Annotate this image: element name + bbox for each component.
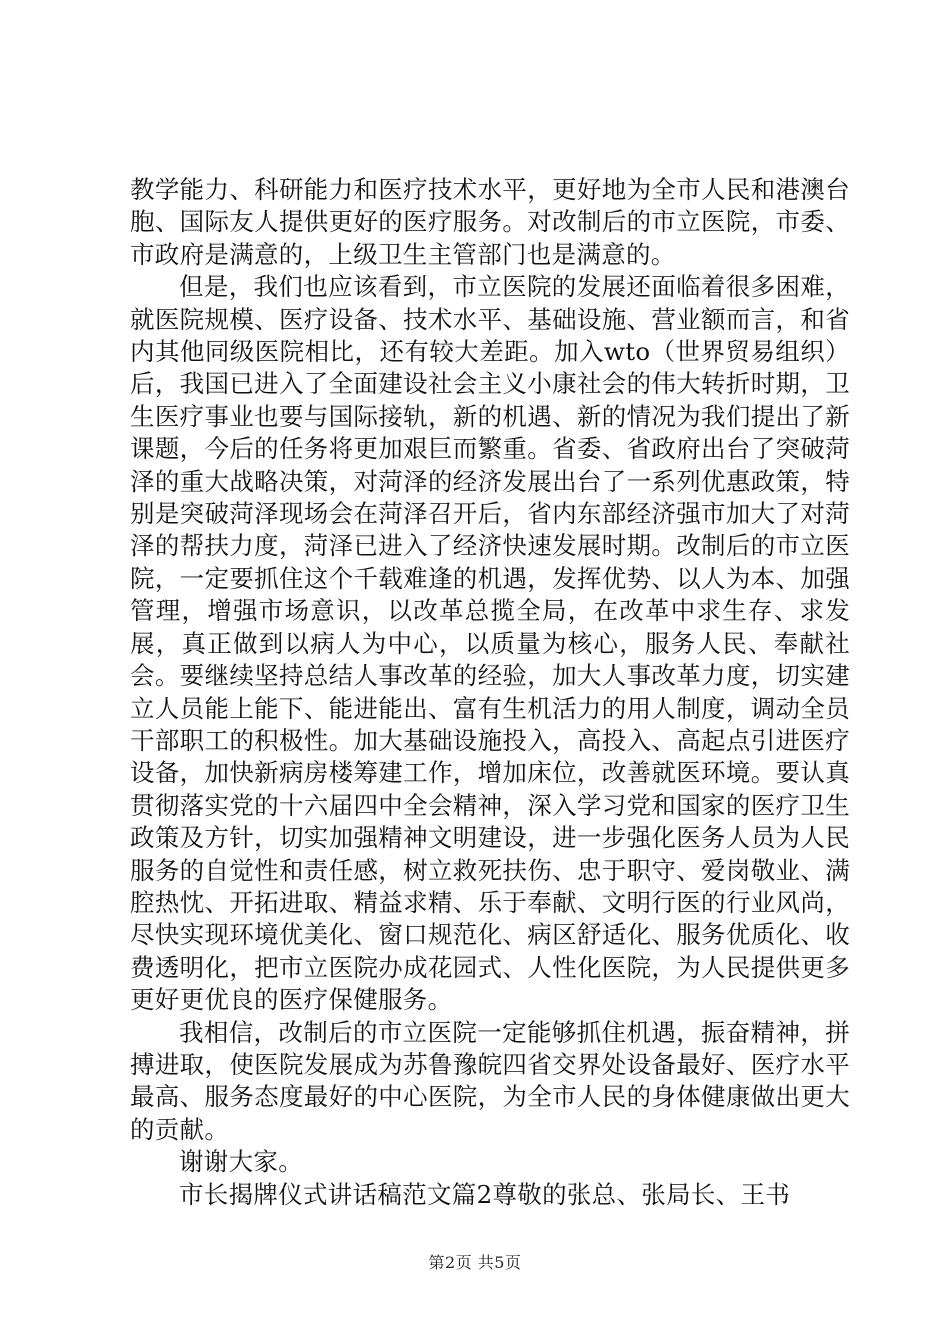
document-body [130, 174, 850, 1211]
paragraph-4: 谢谢大家。 [179, 1147, 303, 1177]
paragraph-2: 但是，我们也应该看到，市立医院的发展还面临着很多困难，就医院规模、医疗设备、技术水平、基础设施、营业额而言，和省内其他同级医院相比，还有较大差距。加入wto（世界贸易组织）后，我国已进入了全面建设社会主义小康社会的伟大转折时期，卫生医疗事业也要与国际接轨，新的机遇、新的情况为我们提出了新课题，今后的任务将更加艰巨而繁重。省委、省政府出台了突破菏泽的重大战略决策，对菏泽的经济发展出台了一系列优惠政策，特别是突破菏泽现场会在菏泽召开后，省内东部经济强市加大了对菏泽的帮扶力度，菏泽已进入了经济快速发展时期。改制后的市立医院，一定要抓住这个千载难逢的机遇，发挥优势、以人为本、加强管理，增强市场意识，以改革总揽全局，在改革中求生存、求发展，真正做到以病人为中心，以质量为核心，服务人民、奉献社会。要继续坚持总结人事改革的经验，加大人事改革力度，切实建立人员能上能下、能进能出、富有生机活力的用人制度，调动全员干部职工的积极性。加大基础设施投入，高投入、高起点引进医疗设备，加快新病房楼筹建工作，增加床位，改善就医环境。要认真贯彻落实党的十六届四中全会精神，深入学习党和国家的医疗卫生政策及方针，切实加强精神文明建设，进一步强化医务人员为人民服务的自觉性和责任感，树立救死扶伤、忠于职守、爱岗敬业、满腔热忱、开拓进取、精益求精、乐于奉献、文明行医的行业风尚，尽快实现环境优美化、窗口规范化、病区舒适化、服务优质化、收费透明化，把市立医院办成花园式、人性化医院，为人民提供更多更好更优良的医疗保健服务。 [130, 272, 850, 1015]
paragraph-5: 市长揭牌仪式讲话稿范文篇2尊敬的张总、张局长、王书 [179, 1179, 791, 1209]
paragraph-1: 教学能力、科研能力和医疗技术水平，更好地为全市人民和港澳台胞、国际友人提供更好的医疗服务。对改制后的市立医院，市委、市政府是满意的，上级卫生主管部门也是满意的。 [130, 175, 850, 269]
paragraph-3: 我相信，改制后的市立医院一定能够抓住机遇，振奋精神，拼搏进取，使医院发展成为苏鲁豫皖四省交界处设备最好、医疗水平最高、服务态度最好的中心医院，为全市人民的身体健康做出更大的贡献。 [130, 1017, 850, 1144]
page-footer: 第2页 共5页 [428, 1253, 522, 1272]
